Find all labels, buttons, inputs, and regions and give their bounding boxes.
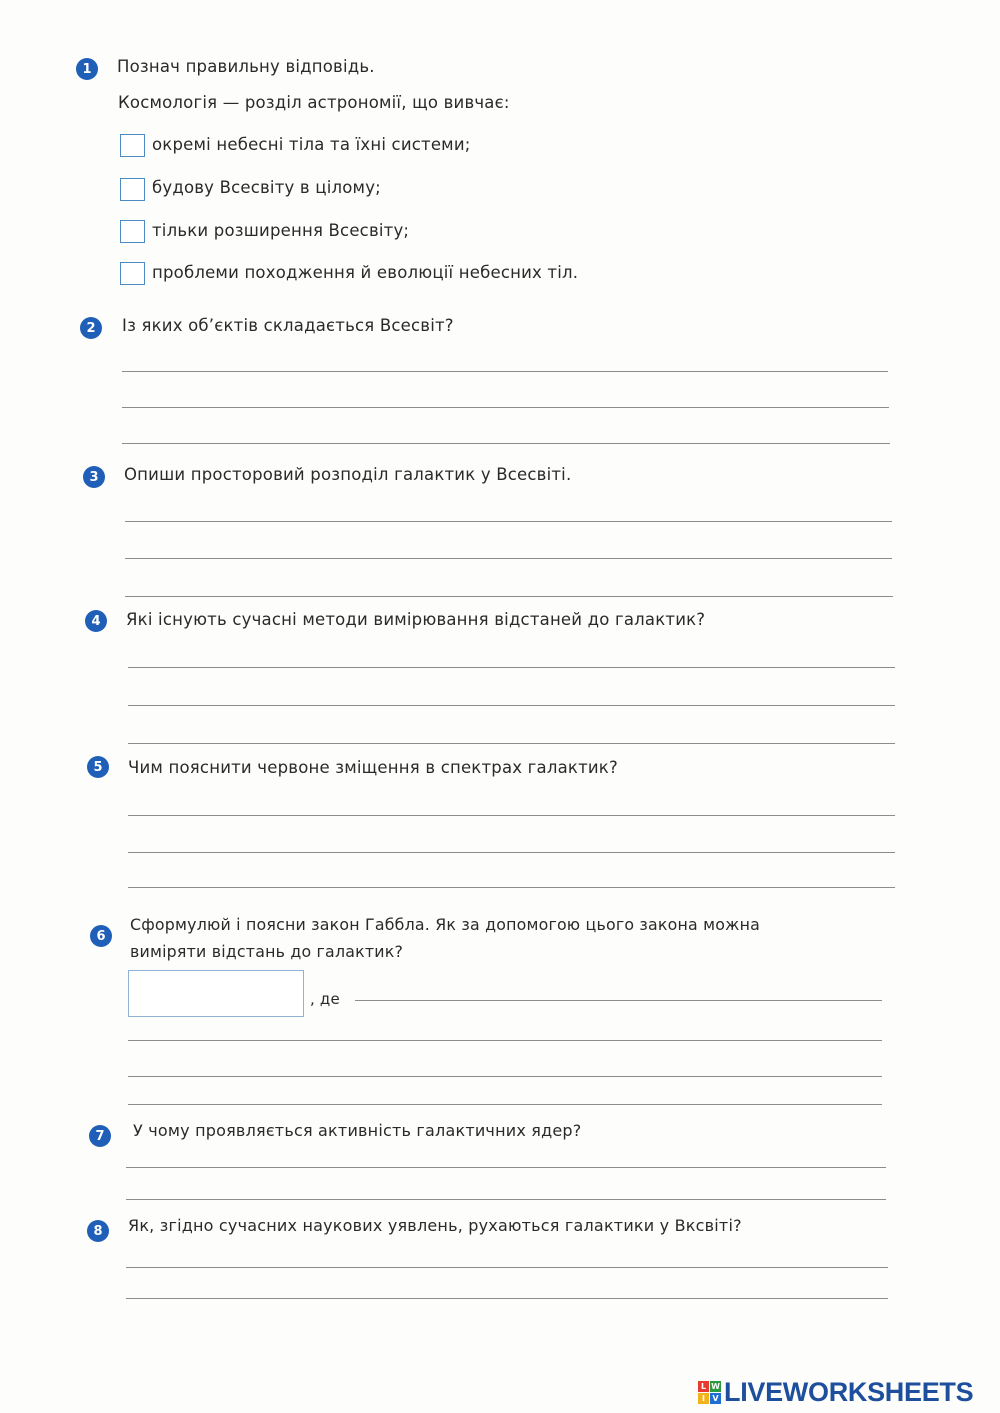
answer-line[interactable] [128,815,895,816]
de-label: , де [310,990,340,1008]
answer-line[interactable] [122,407,889,408]
logo-letter: V [710,1393,721,1404]
question-6-number: 6 [90,925,112,947]
option-4-label: проблеми походження й еволюції небесних тіл. [152,263,579,282]
logo-letter: W [711,1382,720,1391]
option-3-checkbox[interactable] [120,220,145,243]
answer-line[interactable] [125,558,892,559]
question-4-text: Які існують сучасні методи вимірювання відстаней до галактик? [126,610,706,629]
question-7-text: У чому проявляється активність галактичних ядер? [133,1121,582,1140]
answer-line[interactable] [128,1076,882,1077]
option-3-label: тільки розширення Всесвіту; [152,221,410,240]
answer-line[interactable] [125,596,893,597]
option-1-checkbox[interactable] [120,134,145,157]
answer-line[interactable] [122,443,890,444]
question-5-number: 5 [87,756,109,778]
question-8-text: Як, згідно сучасних наукових уявлень, рухаються галактики у Вксвіті? [128,1216,742,1235]
logo-letter: I [698,1393,709,1404]
option-2-checkbox[interactable] [120,178,145,201]
question-1-stem: Космологія — розділ астрономії, що вивчає: [118,93,510,112]
liveworksheets-logo [698,1377,973,1408]
answer-line[interactable] [128,1040,882,1041]
logo-mark-icon [698,1381,721,1404]
logo-text: LIVEWORKSHEETS [724,1377,974,1407]
answer-line[interactable] [126,1267,888,1268]
answer-line[interactable] [126,1199,886,1200]
question-5-text: Чим пояснити червоне зміщення в спектрах галактик? [128,758,618,777]
answer-line[interactable] [128,887,895,888]
answer-line[interactable] [126,1298,888,1299]
answer-line[interactable] [128,705,895,706]
answer-line[interactable] [122,371,888,372]
answer-line[interactable] [125,521,892,522]
answer-line[interactable] [126,1167,886,1168]
answer-line[interactable] [128,852,895,853]
option-4-checkbox[interactable] [120,262,145,285]
logo-letter: L [698,1381,709,1392]
question-2-text: Із яких об’єктів складається Всесвіт? [122,316,454,335]
question-4-number: 4 [85,610,107,632]
question-7-number: 7 [89,1125,111,1147]
question-6-line1: Сформулюй і поясни закон Габбла. Як за допомогою цього закона можна [130,915,760,934]
question-6-line2: виміряти відстань до галактик? [130,942,404,961]
question-3-text: Опиши просторовий розподіл галактик у Всесвіті. [124,465,572,484]
option-1-label: окремі небесні тіла та їхні системи; [152,135,471,154]
answer-line[interactable] [128,667,895,668]
answer-line[interactable] [128,743,895,744]
option-2-label: будову Всесвіту в цілому; [152,178,381,197]
formula-input[interactable] [128,970,304,1017]
question-1-number: 1 [76,58,98,80]
answer-line[interactable] [355,1000,882,1001]
question-2-number: 2 [80,317,102,339]
question-3-number: 3 [83,466,105,488]
answer-line[interactable] [128,1104,882,1105]
question-1-instruction: Познач правильну відповідь. [117,57,375,76]
question-8-number: 8 [87,1220,109,1242]
